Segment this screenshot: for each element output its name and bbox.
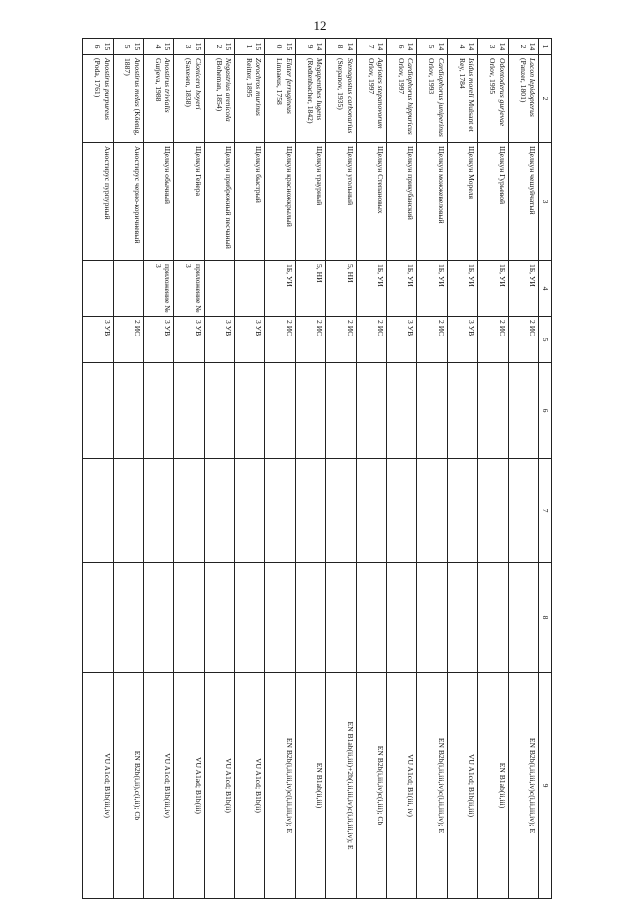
- row-number: [83, 39, 114, 55]
- row-number: [174, 39, 204, 55]
- species-russian-name-text: Щелкун Гейера: [193, 146, 203, 196]
- row-number: [387, 39, 417, 55]
- row-number-text: 148: [336, 42, 355, 51]
- column-number: 8: [539, 563, 552, 673]
- species-russian-name-text: Щелкун Степановых: [376, 146, 386, 214]
- status-cell: [143, 317, 173, 363]
- row-number: [143, 39, 173, 55]
- table-row: [235, 39, 265, 899]
- species-latin-name-text: (Kőenig, 1887): [123, 58, 142, 136]
- species-latin-name-text: Cardiophorus juniperinus: [436, 58, 446, 137]
- table-row: [265, 39, 295, 899]
- status-cell: [113, 317, 143, 363]
- status-cell-text: 2 ИС: [376, 320, 386, 337]
- row-number-text: 153: [184, 42, 203, 51]
- empty-cell: [143, 563, 173, 673]
- column-number: 1: [539, 39, 552, 55]
- species-latin-name-text: Anostirus trivialis: [163, 58, 173, 113]
- status-cell: [174, 317, 204, 363]
- empty-cell: [447, 363, 477, 459]
- category-cell: [295, 261, 325, 317]
- species-russian-name: [326, 143, 356, 261]
- status-cell-text: 3 УВ: [193, 320, 203, 337]
- iucn-criteria-cell-text: VU A1cd; B1b(ii): [254, 758, 264, 813]
- category-cell-text: приложение № 3: [184, 264, 203, 313]
- species-russian-name-text: Щелкун Гурьевой: [497, 146, 507, 205]
- empty-cell: [295, 363, 325, 459]
- table-row: [417, 39, 447, 899]
- empty-cell: [326, 459, 356, 563]
- category-cell: [326, 261, 356, 317]
- category-cell: [387, 261, 417, 317]
- empty-cell: [113, 459, 143, 563]
- category-cell-text: 1Б, УИ: [406, 264, 416, 287]
- row-number: [113, 39, 143, 55]
- status-cell: [447, 317, 477, 363]
- status-cell-text: 3 УВ: [102, 320, 112, 337]
- status-cell: [387, 317, 417, 363]
- species-latin-name-text: Orlov, 1997: [396, 58, 406, 95]
- species-russian-name-text: Щелкун Мореля: [467, 146, 477, 199]
- row-number-text: 142: [518, 42, 537, 51]
- species-russian-name: [447, 143, 477, 261]
- category-cell: [356, 261, 386, 317]
- empty-cell: [235, 459, 265, 563]
- column-number: 5: [539, 317, 552, 363]
- species-latin-name: [143, 55, 173, 143]
- species-latin-name-text: (Poda, 1761): [93, 58, 103, 98]
- species-russian-name: [295, 143, 325, 261]
- empty-cell: [174, 563, 204, 673]
- iucn-criteria-cell: [113, 673, 143, 899]
- table-row: [83, 39, 114, 899]
- empty-cell: [478, 363, 508, 459]
- row-number-text: 149: [305, 42, 325, 51]
- empty-cell: [447, 563, 477, 673]
- row-number: [417, 39, 447, 55]
- iucn-criteria-cell-text: EN B2b(i,iii,iv)c(i,iii); Cb: [376, 745, 386, 826]
- status-cell-text: 2 ИС: [497, 320, 507, 337]
- species-russian-name: [174, 143, 204, 261]
- iucn-criteria-cell: [83, 673, 114, 899]
- status-cell: [326, 317, 356, 363]
- empty-cell: [447, 459, 477, 563]
- column-number: 3: [539, 143, 552, 261]
- status-cell-text: 2 ИС: [284, 320, 294, 337]
- empty-cell: [174, 363, 204, 459]
- row-number-text: 155: [123, 42, 142, 51]
- species-russian-name: [265, 143, 295, 261]
- empty-cell: [174, 459, 204, 563]
- species-latin-name-text: Stenagostus carbonarius: [345, 58, 355, 134]
- iucn-criteria-cell: [174, 673, 204, 899]
- species-russian-name-text: Щелкун прикубанский: [406, 146, 416, 220]
- species-latin-name-text: (Redtenbacher, 1842): [305, 58, 315, 124]
- iucn-criteria-cell: [204, 673, 234, 899]
- iucn-criteria-cell-text: VU A1cd; B1b(iii,iv): [163, 753, 173, 818]
- species-latin-name-text: Anostirus melas: [132, 58, 142, 107]
- category-cell: [235, 261, 265, 317]
- column-number: 4: [539, 261, 552, 317]
- empty-cell: [508, 563, 538, 673]
- species-russian-name: [235, 143, 265, 261]
- empty-cell: [478, 563, 508, 673]
- row-number-text: 156: [93, 42, 112, 51]
- species-latin-name-text: Isidus moreli: [467, 58, 477, 98]
- species-latin-name-text: Orlov, 1995: [488, 58, 498, 95]
- species-latin-name-text: Lacon lepidopterus: [528, 58, 537, 117]
- empty-cell: [113, 563, 143, 673]
- category-cell: [508, 261, 538, 317]
- species-latin-name-text: Orlov, 1997: [366, 58, 376, 95]
- species-latin-name-text: (Panzer, 1801): [518, 58, 528, 103]
- empty-cell: [235, 563, 265, 673]
- red-book-table: [82, 38, 552, 899]
- iucn-criteria-cell: [417, 673, 447, 899]
- species-latin-name-text: Negastrius arenicola: [224, 58, 234, 122]
- species-russian-name: [356, 143, 386, 261]
- species-latin-name: [235, 55, 265, 143]
- empty-cell: [356, 563, 386, 673]
- row-number: [265, 39, 295, 55]
- table-row: [478, 39, 508, 899]
- empty-cell: [83, 363, 114, 459]
- column-number: 2: [539, 55, 552, 143]
- species-latin-name: [113, 55, 143, 143]
- species-latin-name: [83, 55, 114, 143]
- row-number: [204, 39, 234, 55]
- table-row: [174, 39, 204, 899]
- iucn-criteria-cell: [387, 673, 417, 899]
- iucn-criteria-cell-text: EN B1ab(ii,iii): [315, 762, 325, 809]
- category-cell-text: приложение № 3: [153, 264, 173, 313]
- status-cell: [235, 317, 265, 363]
- empty-cell: [295, 563, 325, 673]
- status-cell-text: 2 ИС: [345, 320, 355, 337]
- empty-cell: [508, 363, 538, 459]
- species-latin-name-text: (Stepanov, 1935): [336, 58, 346, 110]
- status-cell-text: 3 УВ: [254, 320, 264, 337]
- species-latin-name-text: Anostirus purpureus: [102, 58, 112, 120]
- iucn-criteria-cell-text: EN B2b(i,ii,iii,iv)c(i,ii,iii,iv); E: [436, 737, 446, 834]
- rotated-table-wrapper: [82, 38, 552, 898]
- species-russian-name: [113, 143, 143, 261]
- row-number: [478, 39, 508, 55]
- species-latin-name: [508, 55, 538, 143]
- iucn-criteria-cell-text: VU A1ad; B1b(iii): [193, 757, 203, 814]
- iucn-criteria-cell-text: VU A1cd; B1(iii, iv): [406, 754, 416, 817]
- category-cell-text: 5, НИ: [315, 264, 325, 283]
- empty-cell: [265, 363, 295, 459]
- empty-cell: [83, 459, 114, 563]
- empty-cell: [143, 459, 173, 563]
- species-latin-name-text: Odontoderus gurjevae: [497, 58, 507, 127]
- species-latin-name: [174, 55, 204, 143]
- status-cell-text: 3 УВ: [406, 320, 416, 337]
- species-russian-name: [143, 143, 173, 261]
- iucn-criteria-cell: [356, 673, 386, 899]
- status-cell: [265, 317, 295, 363]
- status-cell: [83, 317, 114, 363]
- species-russian-name: [508, 143, 538, 261]
- species-russian-name-text: Щелкун чешуйчатый: [528, 146, 537, 215]
- species-latin-name-text: Agriotes stepanovorum: [376, 58, 386, 129]
- status-cell-text: 2 ИС: [132, 320, 142, 337]
- iucn-criteria-cell: [295, 673, 325, 899]
- category-cell-text: 1Б, УИ: [284, 264, 294, 287]
- row-number-text: 150: [275, 42, 294, 51]
- iucn-criteria-cell: [508, 673, 538, 899]
- iucn-criteria-cell-text: EN B2b(i,ii),c(i,ii); Cb: [132, 750, 142, 821]
- row-number-text: 154: [153, 42, 173, 51]
- iucn-criteria-cell-text: EN B1ab(ii,iii): [497, 762, 507, 809]
- category-cell-text: 5, НИ: [345, 264, 355, 283]
- species-russian-name-text: Щелкун траурный: [315, 146, 325, 206]
- empty-cell: [204, 459, 234, 563]
- iucn-criteria-cell-text: EN B1ab(ii,iii)+2b(i,ii,iii,iv)c(i,ii,iii,iv); E: [345, 721, 355, 850]
- row-number-text: 144: [457, 42, 477, 51]
- table-row: [508, 39, 538, 899]
- empty-cell: [265, 459, 295, 563]
- iucn-criteria-cell-text: VU A1cd; B1b(ii,iii): [467, 753, 477, 818]
- species-russian-name-text: Щелкун угольный: [345, 146, 355, 206]
- status-cell: [356, 317, 386, 363]
- column-number: 6: [539, 363, 552, 459]
- iucn-criteria-cell-text: EN B2b(i,ii,iii,iv)c(i,ii,iii,iv); E: [284, 737, 294, 834]
- category-cell-text: 1Б, УИ: [376, 264, 386, 287]
- category-cell-text: 1Б, УИ: [436, 264, 446, 287]
- category-cell: [83, 261, 114, 317]
- status-cell: [204, 317, 234, 363]
- species-latin-name-text: Zorochros murinus: [254, 58, 264, 116]
- empty-cell: [417, 363, 447, 459]
- species-russian-name-text: Аностирус пурпурный: [102, 146, 112, 220]
- iucn-criteria-cell: [235, 673, 265, 899]
- row-number: [235, 39, 265, 55]
- empty-cell: [265, 563, 295, 673]
- species-latin-name-text: Orlov, 1993: [427, 58, 437, 95]
- status-cell-text: 3 УВ: [163, 320, 173, 337]
- species-latin-name-text: Cardiophorus hippuricus: [406, 58, 416, 135]
- status-cell-text: 3 УВ: [224, 320, 234, 337]
- empty-cell: [387, 459, 417, 563]
- empty-cell: [387, 363, 417, 459]
- table-row: [326, 39, 356, 899]
- iucn-criteria-cell-text: VU A1cd; B1b(ii): [224, 758, 234, 813]
- table-row: [204, 39, 234, 899]
- category-cell: [265, 261, 295, 317]
- species-latin-name-text: Elater ferrugineus: [284, 58, 294, 114]
- species-latin-name: [447, 55, 477, 143]
- species-latin-name-text: Mulsant et Rey, 1784: [457, 58, 477, 132]
- status-cell: [508, 317, 538, 363]
- species-latin-name-text: Gurjeva, 1988: [153, 58, 163, 102]
- row-number-text: 152: [214, 42, 234, 51]
- column-number: 9: [539, 673, 552, 899]
- row-number-text: 146: [396, 42, 416, 51]
- category-cell-text: 1Б, УИ: [497, 264, 507, 287]
- species-russian-name: [478, 143, 508, 261]
- species-latin-name-text: (Saxesen, 1838): [184, 58, 194, 107]
- species-russian-name-text: Аностирус черно-коричневый: [132, 146, 142, 244]
- species-latin-name: [417, 55, 447, 143]
- category-cell: [113, 261, 143, 317]
- row-number-text: 151: [245, 42, 264, 51]
- species-latin-name-text: Cionicera hoyeri: [193, 58, 203, 110]
- column-numbers-row: [539, 39, 552, 899]
- species-russian-name-text: Щелкун быстрый: [254, 146, 264, 203]
- row-number: [356, 39, 386, 55]
- species-latin-name-text: Linnaeus, 1758: [275, 58, 285, 105]
- empty-cell: [204, 563, 234, 673]
- status-cell: [478, 317, 508, 363]
- species-latin-name-text: Reitter, 1895: [245, 58, 254, 98]
- iucn-criteria-cell-text: VU A1cd; B1b(iii,iv): [102, 753, 112, 818]
- iucn-criteria-cell: [143, 673, 173, 899]
- table-row: [113, 39, 143, 899]
- species-latin-name-text: Megapenthes lugens: [315, 58, 325, 121]
- empty-cell: [204, 363, 234, 459]
- page-number: 12: [313, 18, 327, 33]
- empty-cell: [143, 363, 173, 459]
- iucn-criteria-cell: [265, 673, 295, 899]
- species-russian-name-text: Щелкун красножкрылый: [284, 146, 294, 227]
- species-latin-name-text: (Boheman, 1854): [214, 58, 224, 112]
- empty-cell: [326, 563, 356, 673]
- category-cell: [478, 261, 508, 317]
- species-russian-name: [204, 143, 234, 261]
- empty-cell: [356, 459, 386, 563]
- species-russian-name-text: Щелкун можжевеловый: [436, 146, 446, 224]
- species-latin-name: [265, 55, 295, 143]
- iucn-criteria-cell: [478, 673, 508, 899]
- empty-cell: [417, 563, 447, 673]
- table-row: [143, 39, 173, 899]
- empty-cell: [326, 363, 356, 459]
- empty-cell: [508, 459, 538, 563]
- empty-cell: [113, 363, 143, 459]
- empty-cell: [295, 459, 325, 563]
- species-latin-name: [295, 55, 325, 143]
- status-cell: [417, 317, 447, 363]
- category-cell: [174, 261, 204, 317]
- empty-cell: [478, 459, 508, 563]
- category-cell-text: 1Б, УИ: [528, 264, 537, 287]
- species-latin-name: [478, 55, 508, 143]
- row-number: [326, 39, 356, 55]
- species-russian-name: [387, 143, 417, 261]
- species-latin-name: [204, 55, 234, 143]
- category-cell: [204, 261, 234, 317]
- species-latin-name: [356, 55, 386, 143]
- iucn-criteria-cell: [447, 673, 477, 899]
- table-row: [447, 39, 477, 899]
- status-cell-text: 3 УВ: [467, 320, 477, 337]
- status-cell-text: 2 ИС: [315, 320, 325, 337]
- status-cell: [295, 317, 325, 363]
- row-number-text: 147: [366, 42, 386, 51]
- status-cell-text: 2 ИС: [436, 320, 446, 337]
- table-row: [295, 39, 325, 899]
- category-cell: [417, 261, 447, 317]
- row-number-text: 145: [427, 42, 446, 51]
- species-russian-name: [417, 143, 447, 261]
- row-number: [508, 39, 538, 55]
- species-russian-name-text: Щелкун прибрежный песчаный: [224, 146, 234, 249]
- status-cell-text: 2 ИС: [528, 320, 537, 337]
- row-number-text: 143: [488, 42, 507, 51]
- column-number: 7: [539, 459, 552, 563]
- table-row: [387, 39, 417, 899]
- species-latin-name: [326, 55, 356, 143]
- row-number: [447, 39, 477, 55]
- species-russian-name-text: Щелкун обычный: [163, 146, 173, 204]
- category-cell: [447, 261, 477, 317]
- species-latin-name: [387, 55, 417, 143]
- category-cell: [143, 261, 173, 317]
- empty-cell: [356, 363, 386, 459]
- empty-cell: [387, 563, 417, 673]
- table-row: [356, 39, 386, 899]
- empty-cell: [235, 363, 265, 459]
- iucn-criteria-cell: [326, 673, 356, 899]
- row-number: [295, 39, 325, 55]
- empty-cell: [417, 459, 447, 563]
- category-cell-text: 1Б, УИ: [467, 264, 477, 287]
- species-russian-name: [83, 143, 114, 261]
- empty-cell: [83, 563, 114, 673]
- iucn-criteria-cell-text: EN B2b(i,ii,iii,iv)c(i,ii,iii,iv); E: [528, 737, 537, 834]
